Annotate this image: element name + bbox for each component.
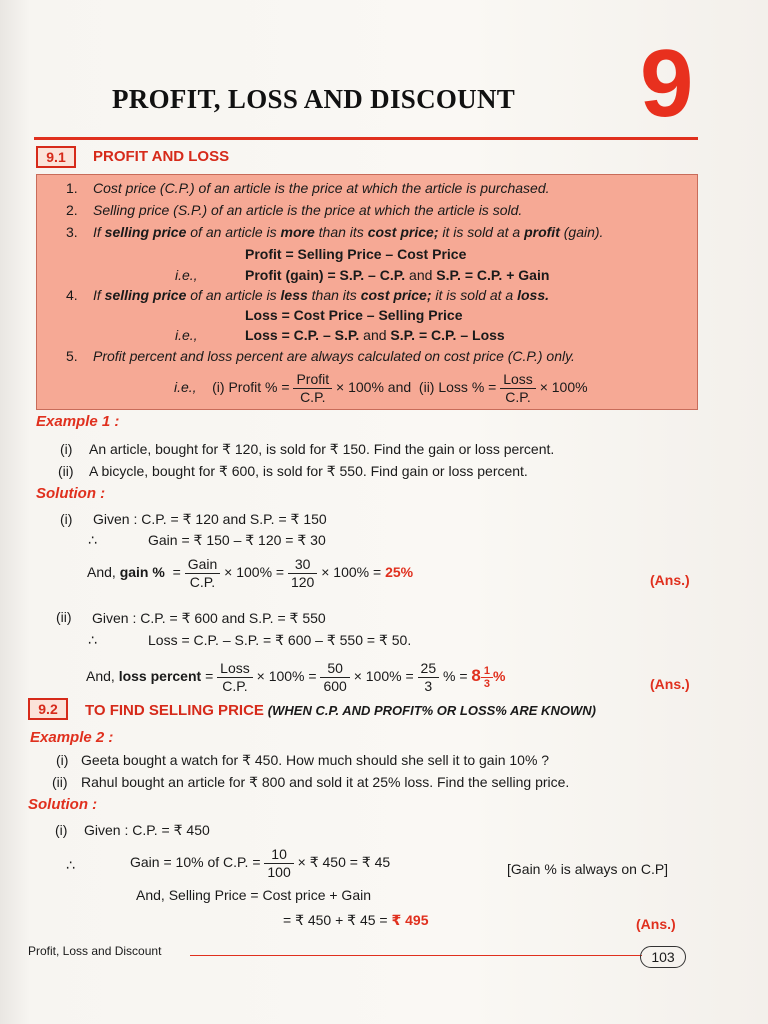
footer-title: Profit, Loss and Discount [28,944,162,958]
gain-note: [Gain % is always on C.P] [507,861,669,877]
solution-2-label: Solution : [28,796,98,813]
answer-marker: (Ans.) [650,676,690,692]
solution-2-given: Given : C.P. = ₹ 450 [84,822,210,838]
example-2-question-1: Geeta bought a watch for ₹ 450. How much should she sell it to gain 10% ? [81,752,550,768]
fraction: $\frac{\text{Profit}}{C.P.}$ [293,371,332,406]
solution-2-selling-price: And, Selling Price = Cost price + Gain [136,887,372,903]
point-number: 3. [66,224,78,240]
question-number: (ii) [52,774,68,790]
fraction: $\frac{25}{3}$ [418,660,440,695]
page-number: 103 [640,946,686,968]
definition-profit: If selling price of an article is more than its cost price; it is sold at a profit (gain). [93,224,604,240]
solution-2-selling-price-result: = ₹ 450 + ₹ 45 = ₹ 495 [283,912,429,928]
footer-divider [190,955,642,956]
definition-selling-price: Selling price (S.P.) of an article is the price at which the article is sold. [93,202,523,218]
point-number: 5. [66,348,78,364]
title-divider [34,137,698,140]
part-number: (ii) [56,609,72,625]
part-number: (i) [55,822,68,838]
loss-formula-short: Loss = C.P. – S.P. and S.P. = C.P. – Loss [245,327,505,343]
therefore-symbol: ∴ [88,632,97,648]
fraction: $\frac{50}{600}$ [320,660,349,695]
solution-1-loss-percent: And, loss percent = $\frac{\text{Loss}}{C.P.}$ × 100% = $\frac{50}{600}$ × 100% = $\frac{25}{3}$ % = 8 $\frac{1}{3}$ % [86,659,506,694]
definition-loss: If selling price of an article is less than its cost price; it is sold at a loss. [93,287,550,303]
example-1-label: Example 1 : [36,413,120,430]
chapter-title: PROFIT, LOSS AND DISCOUNT [112,84,516,114]
section-badge-9-1: 9.1 [36,146,76,168]
loss-formula: Loss = Cost Price – Selling Price [245,307,463,323]
profit-formula: Profit = Selling Price – Cost Price [245,246,467,262]
point-number: 1. [66,180,78,196]
definition-percent: Profit percent and loss percent are always calculated on cost price (C.P.) only. [93,348,575,364]
fraction: $\frac{30}{120}$ [288,556,317,591]
solution-1-loss: Loss = C.P. – S.P. = ₹ 600 – ₹ 550 = ₹ 50. [148,632,412,648]
section-title-profit-and-loss: PROFIT AND LOSS [93,148,230,165]
question-number: (ii) [58,463,74,479]
fraction: $\frac{\text{Loss}}{C.P.}$ [500,371,536,406]
fraction: $\frac{\text{Loss}}{C.P.}$ [217,660,253,695]
question-number: (i) [56,752,69,768]
ie-label: i.e., [175,267,198,283]
ie-label: i.e., [175,327,198,343]
example-2-question-2: Rahul bought an article for ₹ 800 and sold it at 25% loss. Find the selling price. [81,774,570,790]
section-title-selling-price: TO FIND SELLING PRICE (WHEN C.P. AND PROFIT% OR LOSS% ARE KNOWN) [85,702,596,719]
solution-1-given: Given : C.P. = ₹ 120 and S.P. = ₹ 150 [93,511,327,527]
solution-1-given-ii: Given : C.P. = ₹ 600 and S.P. = ₹ 550 [92,610,326,626]
point-number: 2. [66,202,78,218]
solution-1-label: Solution : [36,485,106,502]
example-2-label: Example 2 : [30,729,114,746]
fraction: $\frac{10}{100}$ [264,846,293,881]
example-1-question-1: An article, bought for ₹ 120, is sold for ₹ 150. Find the gain or loss percent. [89,441,555,457]
answer-marker: (Ans.) [636,916,676,932]
fraction: $\frac{\text{Gain}}{C.P.}$ [185,556,221,591]
solution-1-gain: Gain = ₹ 150 – ₹ 120 = ₹ 30 [148,532,326,548]
therefore-symbol: ∴ [88,532,97,548]
example-1-question-2: A bicycle, bought for ₹ 600, is sold for ₹ 550. Find gain or loss percent. [89,463,528,479]
question-number: (i) [60,441,73,457]
mixed-fraction: $\frac{1}{3}$ [481,665,493,690]
profit-formula-short: Profit (gain) = S.P. – C.P. and S.P. = C.P. + Gain [245,267,550,283]
solution-2-gain: Gain = 10% of C.P. = $\frac{10}{100}$ × ₹ 450 = ₹ 45 [130,845,391,880]
answer-marker: (Ans.) [650,572,690,588]
point-number: 4. [66,287,78,303]
part-number: (i) [60,511,73,527]
percent-formulas: i.e., (i) Profit % = $\frac{\text{Profit}}{C.P.}$ × 100% and (ii) Loss % = $\frac{\text{Loss}}{C.P.}$ × 100% [174,370,588,405]
section-badge-9-2: 9.2 [28,698,68,720]
therefore-symbol: ∴ [66,857,75,873]
solution-1-gain-percent: And, gain % = $\frac{\text{Gain}}{C.P.}$ × 100% = $\frac{30}{120}$ × 100% = 25% [87,555,414,590]
definition-cost-price: Cost price (C.P.) of an article is the price at which the article is purchased. [93,180,550,196]
chapter-number: 9 [640,30,694,137]
